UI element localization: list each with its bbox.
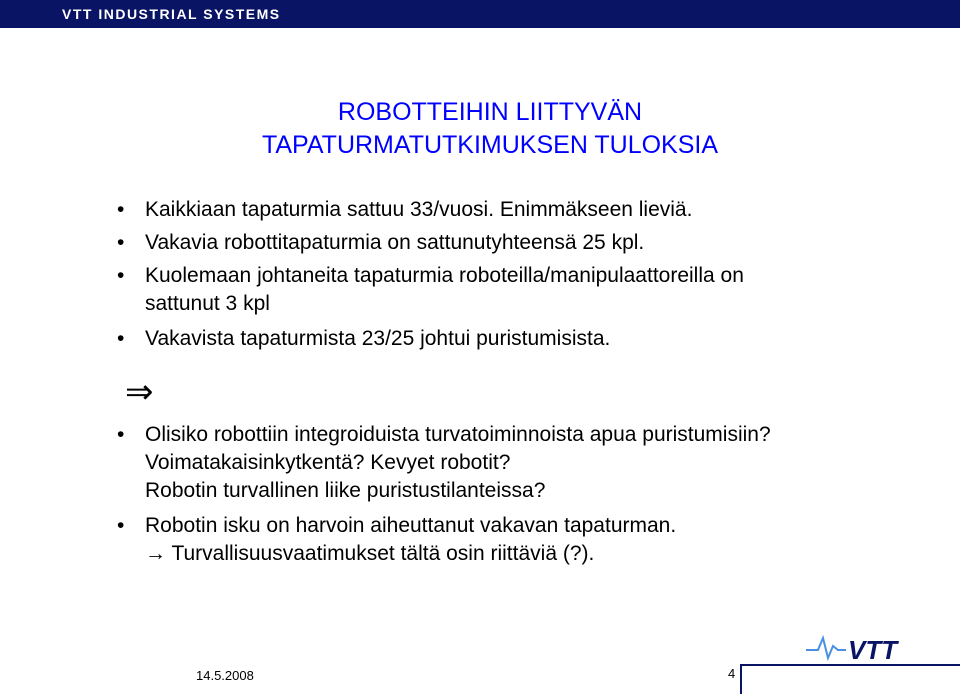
page-number: 4 (728, 666, 736, 681)
footer-frame (740, 664, 960, 694)
slide-title (230, 96, 750, 162)
slide-title-line-2: TAPATURMATUTKIMUKSEN TULOKSIA (261, 131, 719, 159)
bullet-dot: • (117, 423, 125, 446)
bullet-text: Olisiko robottiin integroiduista turvatoiminnoista apua puristumisiin? (145, 423, 771, 446)
bullet-text-continued: → Turvallisuusvaatimukset tältä osin riittäviä (?). (145, 542, 595, 565)
bullet-text: Vakavia robottitapaturmia on sattunutyhteensä 25 kpl. (145, 231, 645, 254)
vtt-logo-text: VTT (848, 635, 898, 665)
bullet-dot: • (117, 327, 125, 350)
bullet-text-continued: Robotin turvallinen liike puristustilanteissa? (145, 479, 546, 502)
bullet-text-continued: Voimatakaisinkytkentä? Kevyet robotit? (145, 451, 511, 474)
header-bar (0, 0, 960, 28)
bullet-text-continued: sattunut 3 kpl (145, 292, 270, 315)
bullet-text: Vakavista tapaturmista 23/25 johtui puristumisista. (145, 327, 611, 350)
bullet-text: Kuolemaan johtaneita tapaturmia roboteilla/manipulaattoreilla on (145, 264, 744, 287)
vtt-logo (806, 628, 908, 668)
implies-symbol: ⇒ (125, 373, 154, 411)
bullet-text: Kaikkiaan tapaturmia sattuu 33/vuosi. Enimmäkseen lieviä. (145, 198, 693, 221)
bullet-dot: • (117, 514, 125, 537)
bullet-dot: • (117, 264, 125, 287)
footer-date: 14.5.2008 (196, 668, 254, 683)
bullet-dot: • (117, 198, 125, 221)
bullet-text: Robotin isku on harvoin aiheuttanut vakavan tapaturman. (145, 514, 677, 537)
header-title: VTT INDUSTRIAL SYSTEMS (62, 6, 281, 22)
bullet-dot: • (117, 231, 125, 254)
slide-title-line-1: ROBOTTEIHIN LIITTYVÄN (337, 98, 643, 126)
